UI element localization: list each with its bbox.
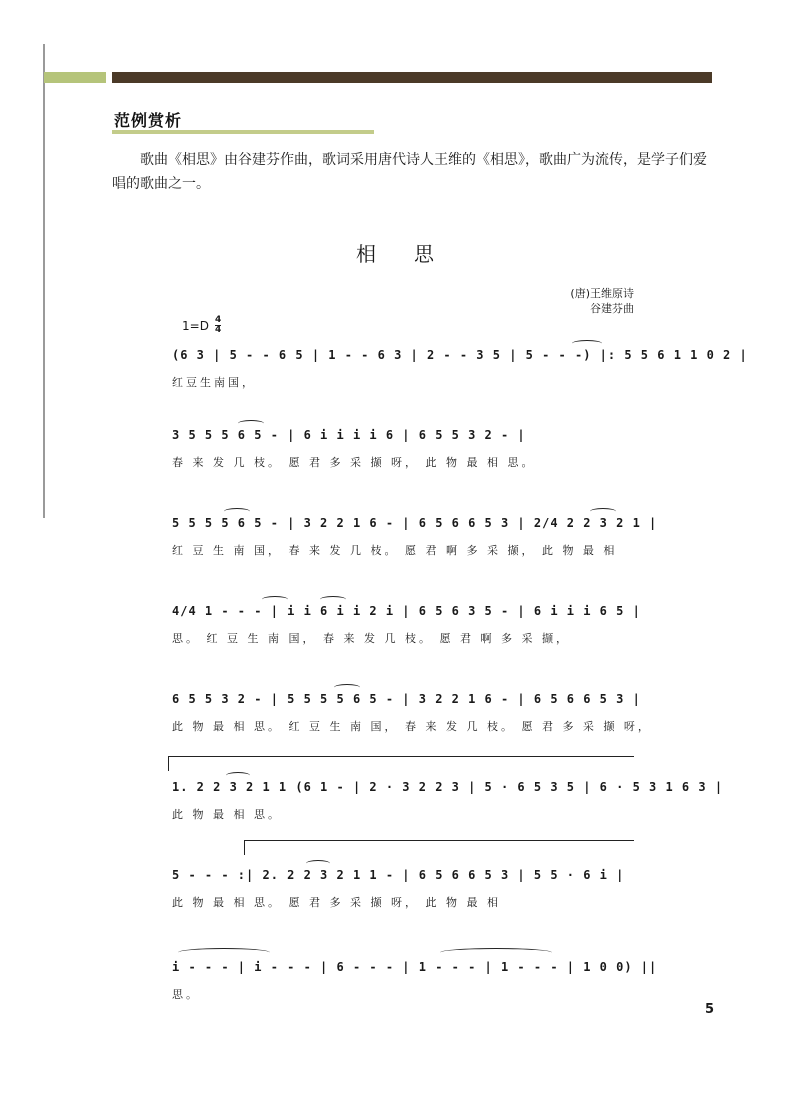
slur-mark xyxy=(572,340,602,347)
header-accent-bar xyxy=(44,72,106,83)
slur-mark xyxy=(226,772,250,779)
composer-credit: 谷建芬曲 xyxy=(590,302,634,315)
notation: 6 5 5 3 2 - | 5 5 5 5 6 5 - | 3 2 2 1 6 - | 6 5 6 6 5 3 | xyxy=(172,692,641,706)
lyrics: 思。 xyxy=(172,988,200,1001)
page-number: 5 xyxy=(704,1002,714,1017)
lyrics: 此 物 最 相 思。 红 豆 生 南 国， 春 来 发 几 枝。 愿 君 多 采 撷 呀， xyxy=(172,720,652,733)
header-bar xyxy=(112,72,712,83)
lyricist-credit: (唐)王维原诗 xyxy=(570,287,634,300)
second-ending-bracket xyxy=(244,840,634,855)
notation: 3 5 5 5 6 5 - | 6 i i i i 6 | 6 5 5 3 2 - | xyxy=(172,428,526,442)
meter-bottom: 4 xyxy=(214,325,222,335)
notation: 4/4 1 - - - | i i 6 i i 2 i | 6 5 6 3 5 - | 6 i i i 6 5 | xyxy=(172,604,641,618)
lyrics: 此 物 最 相 思。 xyxy=(172,808,282,821)
lyrics: 春 来 发 几 枝。 愿 君 多 采 撷 呀， 此 物 最 相 思。 xyxy=(172,456,536,469)
notation: 1. 2 2 3 2 1 1 (6 1 - | 2 · 3 2 2 3 | 5 · 6 5 3 5 | 6 · 5 3 1 6 3 | xyxy=(172,780,724,794)
slur-mark xyxy=(262,596,288,603)
tie-mark xyxy=(178,948,270,957)
key-label: 1=D xyxy=(182,318,209,333)
slur-mark xyxy=(306,860,330,867)
lyrics: 思。 红 豆 生 南 国， 春 来 发 几 枝。 愿 君 啊 多 采 撷， xyxy=(172,632,570,645)
meter-top: 4 xyxy=(214,315,222,325)
notation: 5 - - - :| 2. 2 2 3 2 1 1 - | 6 5 6 6 5 3 | 5 5 · 6 i | xyxy=(172,868,625,882)
section-title: 范例赏析 xyxy=(114,111,183,130)
lyrics: 红 豆 生 南 国， 春 来 发 几 枝。 愿 君 啊 多 采 撷， 此 物 最 相 xyxy=(172,544,618,557)
song-title: 相思 xyxy=(356,242,472,266)
slur-mark xyxy=(224,508,250,515)
time-signature xyxy=(215,316,221,335)
slur-mark xyxy=(334,684,360,691)
notation: i - - - | i - - - | 6 - - - | 1 - - - | 1 - - - | 1 0 0) || xyxy=(172,960,658,974)
section-underline xyxy=(112,130,374,134)
tie-mark xyxy=(440,948,552,957)
intro-paragraph: 歌曲《相思》由谷建芬作曲，歌词采用唐代诗人王维的《相思》，歌曲广为流传，是学子们爱唱的歌曲之一。 xyxy=(112,152,707,192)
slur-mark xyxy=(320,596,346,603)
song-credits xyxy=(570,286,634,316)
lyrics: 此 物 最 相 思。 愿 君 多 采 撷 呀， 此 物 最 相 xyxy=(172,896,501,909)
lyrics: 红豆生南国， xyxy=(172,376,256,389)
slur-mark xyxy=(238,420,264,427)
key-signature xyxy=(182,316,221,335)
left-margin-rule xyxy=(43,44,45,518)
first-ending-bracket xyxy=(168,756,634,771)
slur-mark xyxy=(590,508,616,515)
notation: 5 5 5 5 6 5 - | 3 2 2 1 6 - | 6 5 6 6 5 3 | 2/4 2 2 3 2 1 | xyxy=(172,516,658,530)
notation: (6 3 | 5 - - 6 5 | 1 - - 6 3 | 2 - - 3 5 | 5 - - -) |: 5 5 6 1 1 0 2 | xyxy=(172,348,748,362)
